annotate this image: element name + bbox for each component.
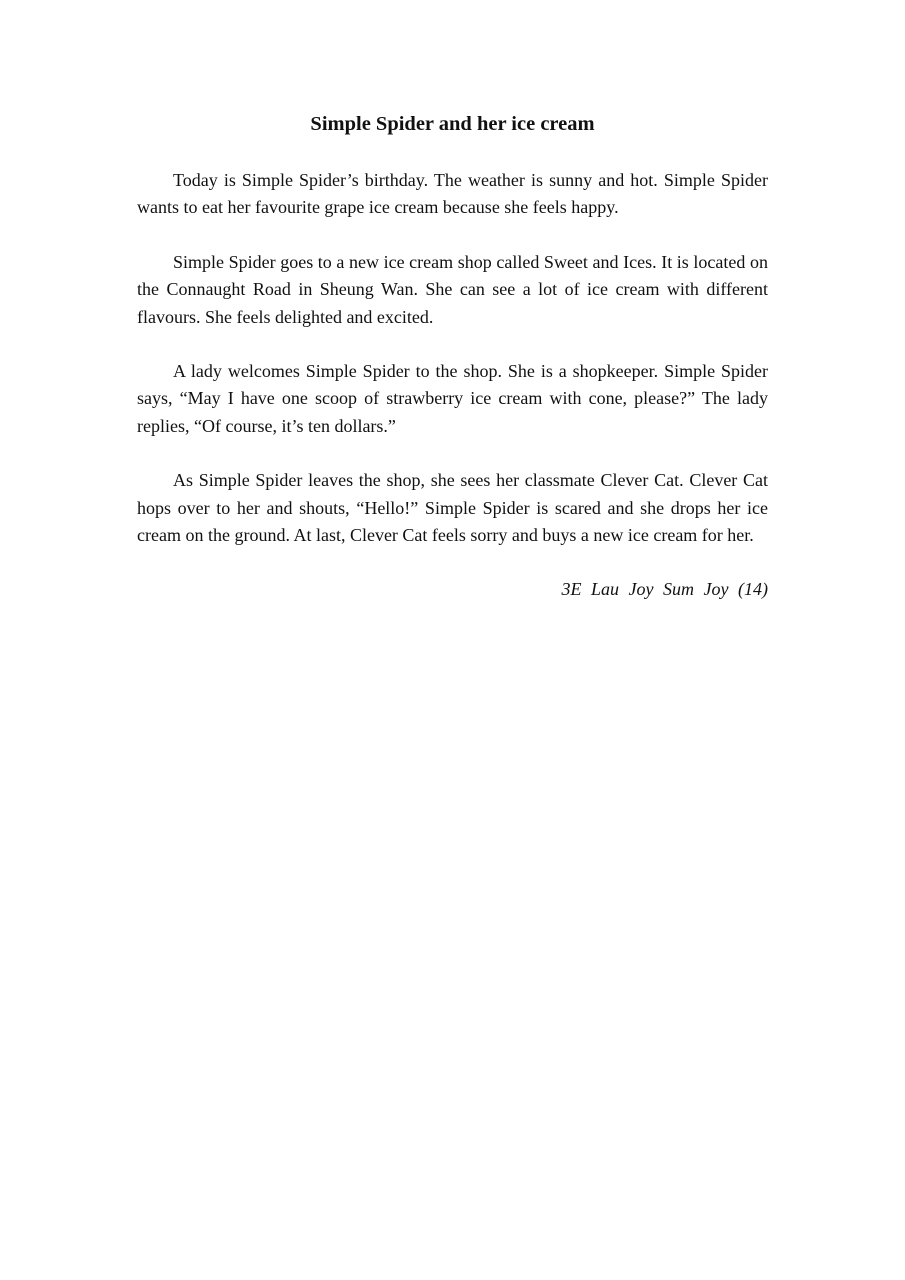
story-paragraph-2: Simple Spider goes to a new ice cream shop called Sweet and Ices. It is located on the Connaught Road in Sheung Wan. She can see a lot of ice cream with different flavours. She feels delighted and excited. xyxy=(137,251,768,327)
document-page xyxy=(137,110,768,604)
story-title: Simple Spider and her ice cream xyxy=(310,113,595,135)
story-paragraph-1: Today is Simple Spider’s birthday. The weather is sunny and hot. Simple Spider wants to eat her favourite grape ice cream because she feels happy. xyxy=(137,170,768,218)
story-paragraph-4: As Simple Spider leaves the shop, she sees her classmate Clever Cat. Clever Cat hops over to her and shouts, “Hello!” Simple Spider is scared and she drops her ice cream on the ground. At last, Clever Cat feels sorry and buys a new ice cream for her. xyxy=(137,470,768,546)
story-paragraph-3: A lady welcomes Simple Spider to the shop. She is a shopkeeper. Simple Spider says, “May I have one scoop of strawberry ice cream with cone, please?” The lady replies, “Of course, it’s ten dollars.” xyxy=(137,361,768,436)
author-credit: 3E Lau Joy Sum Joy (14) xyxy=(561,579,768,600)
